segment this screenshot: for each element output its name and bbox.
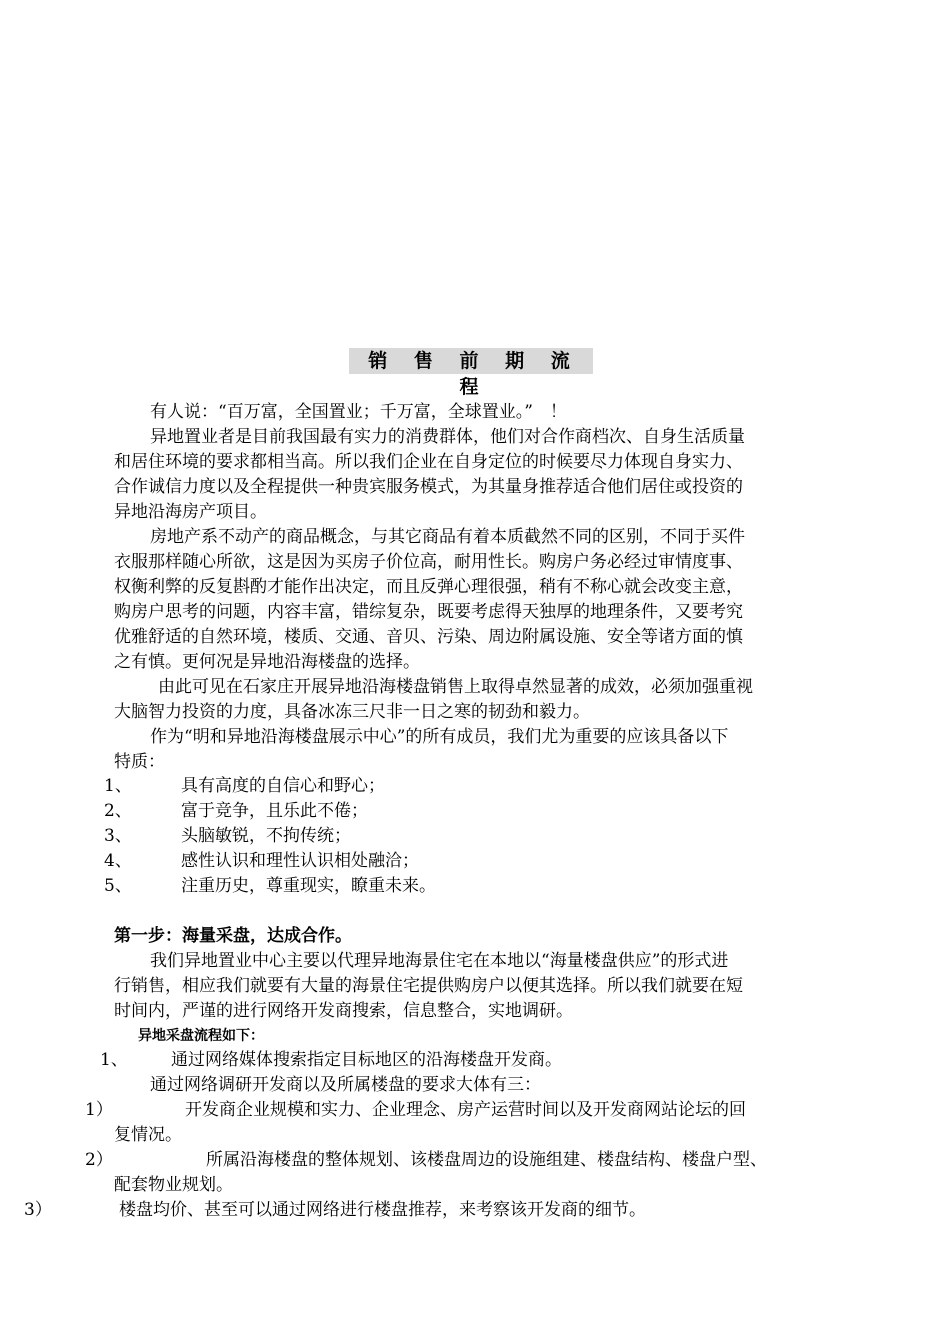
list-item: 注重历史，尊重现实，瞭重未来。 (181, 876, 436, 896)
paragraph-line: 时间内，严谨的进行网络开发商搜索，信息整合，实地调研。 (114, 1001, 573, 1021)
section-heading: 第一步：海量采盘，达成合作。 (114, 926, 352, 946)
list-item-number: 1、 (100, 1050, 128, 1070)
paragraph-line: 我们异地置业中心主要以代理异地海景住宅在本地以“海量楼盘供应”的形式进 (150, 951, 729, 971)
paragraph-line: 由此可见在石家庄开展异地沿海楼盘销售上取得卓然显著的成效，必须加强重视 (158, 677, 753, 697)
list-item: 通过网络媒体搜索指定目标地区的沿海楼盘开发商。 (171, 1050, 562, 1070)
list-item: 头脑敏锐，不拘传统； (181, 826, 351, 846)
paragraph-line: 大脑智力投资的力度，具备冰冻三尺非一日之寒的韧劲和毅力。 (114, 702, 590, 722)
sub-heading: 异地采盘流程如下： (138, 1028, 264, 1044)
paragraph-line: 之有慎。更何况是异地沿海楼盘的选择。 (114, 652, 420, 672)
paragraph-line: 房地产系不动产的商品概念，与其它商品有着本质截然不同的区别，不同于买件 (150, 527, 745, 547)
list-item-number: 5、 (104, 876, 132, 896)
paragraph-line: 行销售，相应我们就要有大量的海景住宅提供购房户以便其选择。所以我们就要在短 (114, 976, 743, 996)
paragraph-line: 通过网络调研开发商以及所属楼盘的要求大体有三： (150, 1075, 541, 1095)
paragraph-line: 作为“明和异地沿海楼盘展示中心”的所有成员，我们尤为重要的应该具备以下 (150, 727, 729, 747)
list-item-number: 2、 (104, 801, 132, 821)
list-item-number: 1、 (104, 776, 132, 796)
list-item: 所属沿海楼盘的整体规划、该楼盘周边的设施组建、楼盘结构、楼盘户型、 (206, 1150, 767, 1170)
list-item: 开发商企业规模和实力、企业理念、房产运营时间以及开发商网站论坛的回 (185, 1100, 746, 1120)
paragraph-line: 异地沿海房产项目。 (114, 502, 267, 522)
paragraph-line: 衣服那样随心所欲，这是因为买房子价位高，耐用性长。购房户务必经过审情度事、 (114, 552, 743, 572)
list-item: 楼盘均价、甚至可以通过网络进行楼盘推荐，来考察该开发商的细节。 (119, 1200, 646, 1220)
list-item-number: 1） (85, 1100, 113, 1120)
paragraph-line: 权衡利弊的反复斟酌才能作出决定，而且反弹心理很强，稍有不称心就会改变主意， (114, 577, 743, 597)
list-item: 感性认识和理性认识相处融洽； (181, 851, 419, 871)
paragraph-line: 购房户思考的问题，内容丰富，错综复杂，既要考虑得天独厚的地理条件，又要考究 (114, 602, 743, 622)
paragraph-line: 优雅舒适的自然环境，楼质、交通、音贝、污染、周边附属设施、安全等诸方面的慎 (114, 627, 743, 647)
paragraph-line: 异地置业者是目前我国最有实力的消费群体，他们对合作商档次、自身生活质量 (150, 427, 745, 447)
list-item-number: 4、 (104, 851, 132, 871)
paragraph-line: 和居住环境的要求都相当高。所以我们企业在自身定位的时候要尽力体现自身实力、 (114, 452, 743, 472)
intro-quote: 有人说：“百万富，全国置业；千万富，全球置业。” ！ (150, 402, 567, 422)
list-item-number: 2） (85, 1150, 113, 1170)
list-item: 富于竞争，且乐此不倦； (181, 801, 368, 821)
paragraph-line: 特质： (114, 752, 165, 772)
list-item-continuation: 复情况。 (114, 1125, 182, 1145)
list-item-continuation: 配套物业规划。 (114, 1175, 233, 1195)
list-item-number: 3） (24, 1200, 52, 1220)
paragraph-line: 合作诚信力度以及全程提供一种贵宾服务模式，为其量身推荐适合他们居住或投资的 (114, 477, 743, 497)
list-item: 具有高度的自信心和野心； (181, 776, 385, 796)
document-title: 销 售 前 期 流 程 (349, 348, 593, 374)
list-item-number: 3、 (104, 826, 132, 846)
